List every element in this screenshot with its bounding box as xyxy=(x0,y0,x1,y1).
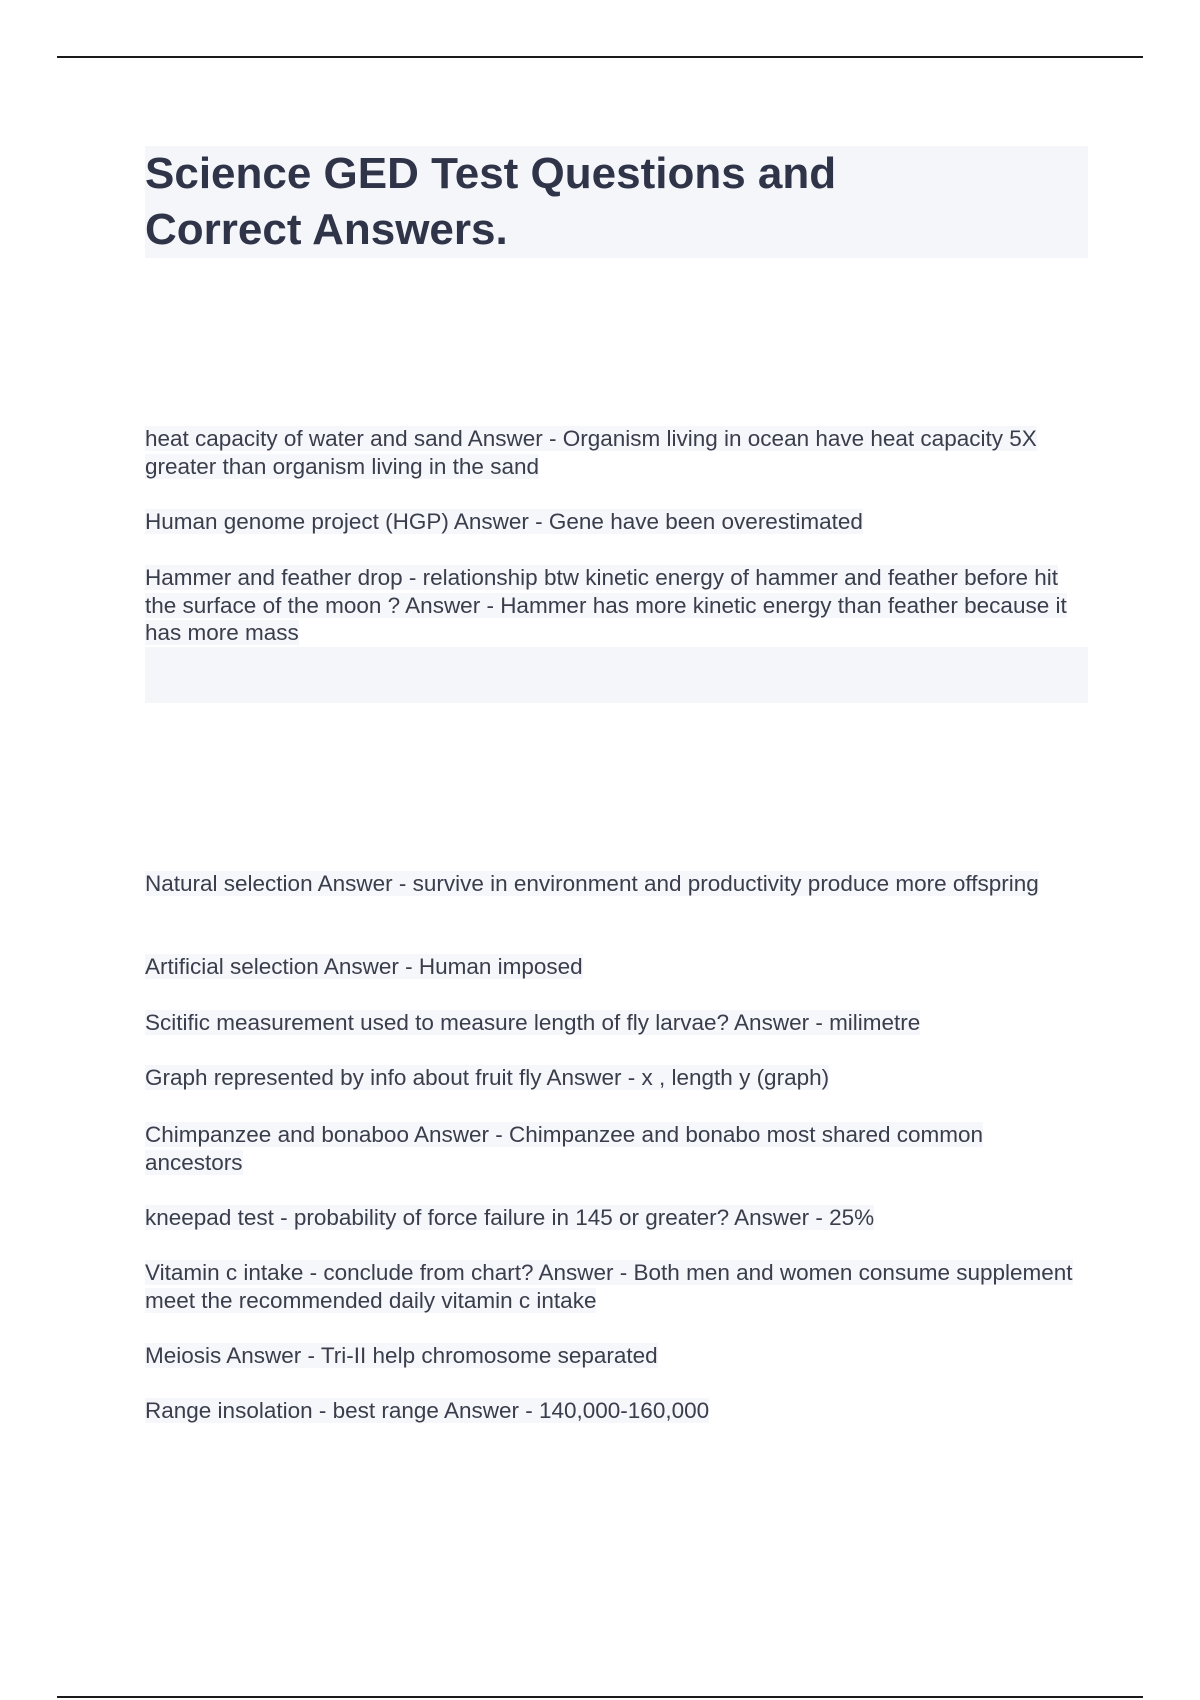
qa-text: heat capacity of water and sand Answer - Organism living in ocean have heat capacity 5X greater than organism living in the sand xyxy=(145,426,1037,479)
qa-text: Range insolation - best range Answer - 140,000-160,000 xyxy=(145,1398,710,1423)
qa-item xyxy=(145,870,1075,898)
qa-item xyxy=(145,1121,1075,1176)
qa-text: Natural selection Answer - survive in environment and productivity produce more offspring xyxy=(145,871,1039,896)
qa-text: Human genome project (HGP) Answer - Gene have been overestimated xyxy=(145,509,863,534)
qa-text: kneepad test - probability of force failure in 145 or greater? Answer - 25% xyxy=(145,1205,875,1230)
qa-text: Artificial selection Answer - Human imposed xyxy=(145,954,583,979)
qa-text: Graph represented by info about fruit fly Answer - x , length y (graph) xyxy=(145,1065,830,1090)
qa-item xyxy=(145,1064,1075,1092)
blank-highlight-block xyxy=(145,647,1088,703)
qa-text: Vitamin c intake - conclude from chart? Answer - Both men and women consume supplement meet the recommended daily vitamin c intake xyxy=(145,1260,1073,1313)
top-rule xyxy=(57,56,1143,58)
bottom-rule xyxy=(57,1696,1143,1698)
qa-text: Meiosis Answer - Tri-II help chromosome separated xyxy=(145,1343,658,1368)
qa-item xyxy=(145,1259,1075,1314)
qa-text: Hammer and feather drop - relationship btw kinetic energy of hammer and feather before hit the surface of the moon ? Answer - Hammer has more kinetic energy than feather because it has more mass xyxy=(145,565,1067,645)
qa-text: Scitific measurement used to measure length of fly larvae? Answer - milimetre xyxy=(145,1010,921,1035)
qa-item xyxy=(145,425,1075,480)
qa-item xyxy=(145,1397,1075,1425)
qa-item xyxy=(145,953,1075,981)
qa-item xyxy=(145,564,1075,647)
qa-item xyxy=(145,1009,1075,1037)
qa-item xyxy=(145,1204,1075,1232)
qa-item xyxy=(145,1342,1075,1370)
page-title: Science GED Test Questions and Correct Answers. xyxy=(145,149,837,254)
title-block xyxy=(145,146,1088,258)
qa-text: Chimpanzee and bonaboo Answer - Chimpanzee and bonabo most shared common ancestors xyxy=(145,1122,984,1175)
qa-item xyxy=(145,508,1075,536)
